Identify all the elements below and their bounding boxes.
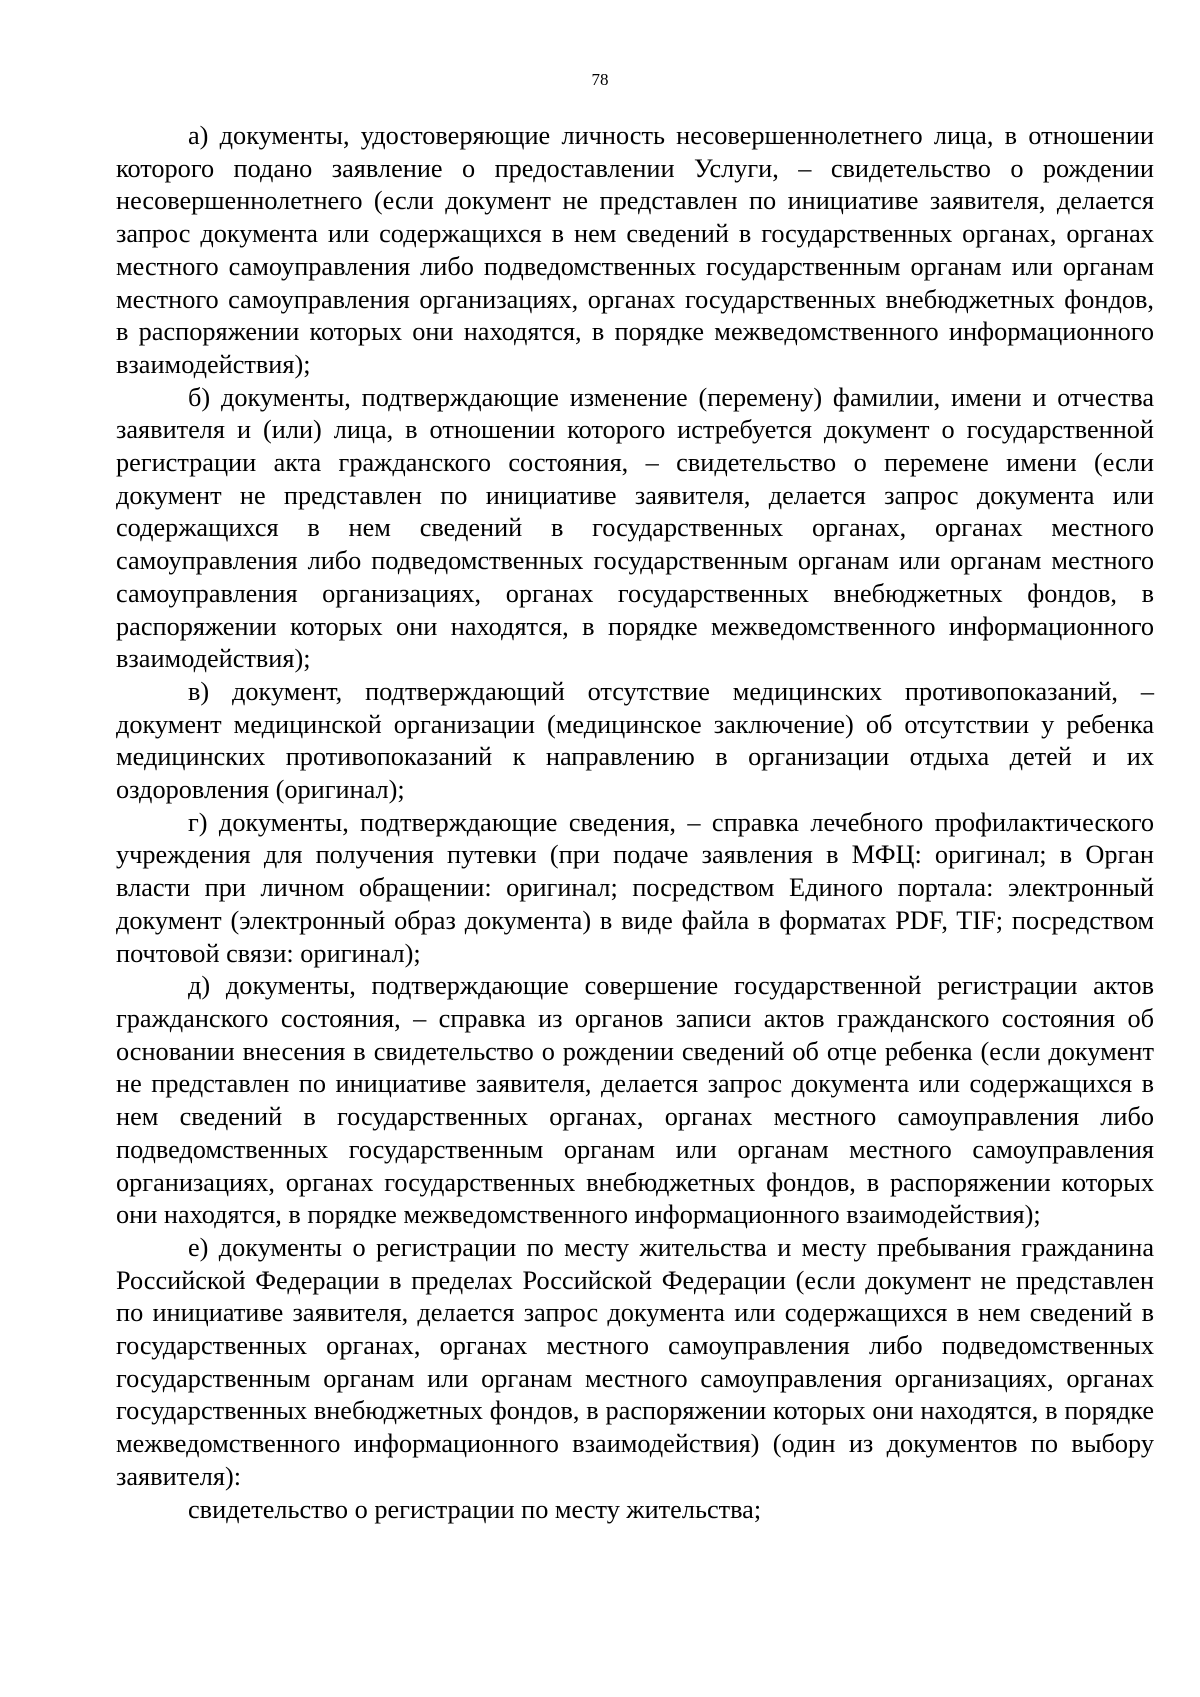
paragraph-item-e: е) документы о регистрации по месту жительства и месту пребывания гражданина Российской Федерации в пределах Российской Федерации (если документ не представлен по инициативе заявителя, делается запрос документа или содержащихся в нем сведений в государственных органах, органах местного самоуправления либо подведомственных государственным органам или органам местного самоуправления организациях, органах государственных внебюджетных фондов, в распоряжении которых они находятся, в порядке межведомственного информационного взаимодействия) (один из документов по выбору заявителя): [116,1232,1154,1491]
paragraph-item-a: а) документы, удостоверяющие личность несовершеннолетнего лица, в отношении которого подано заявление о предоставлении Услуги, – свидетельство о рождении несовершеннолетнего (если документ не представлен по инициативе заявителя, делается запрос документа или содержащихся в нем сведений в государственных органах, органах местного самоуправления либо подведомственных государственным органам или органам местного самоуправления организациях, органах государственных внебюджетных фондов, в распоряжении которых они находятся, в порядке межведомственного информационного взаимодействия); [116,121,1154,379]
page-number: 78 [591,70,609,89]
paragraph-item-v: в) документ, подтверждающий отсутствие медицинских противопоказаний, – документ медицинской организации (медицинское заключение) об отсутствии у ребенка медицинских противопоказаний к направлению в организации отдыха детей и их оздоровления (оригинал); [116,676,1154,805]
document-body [116,120,1154,1526]
paragraph-residence-certificate: свидетельство о регистрации по месту жительства; [188,1494,762,1524]
paragraph-item-b: б) документы, подтверждающие изменение (перемену) фамилии, имени и отчества заявителя и (или) лица, в отношении которого истребуется документ о государственной регистрации акта гражданского состояния, – свидетельство о перемене имени (если документ не представлен по инициативе заявителя, делается запрос документа или содержащихся в нем сведений в государственных органах, органах местного самоуправления либо подведомственных государственным органам или органам местного самоуправления организациях, органах государственных внебюджетных фондов, в распоряжении которых они находятся, в порядке межведомственного информационного взаимодействия); [116,382,1154,674]
paragraph-item-d: д) документы, подтверждающие совершение государственной регистрации актов гражданского состояния, – справка из органов записи актов гражданского состояния об основании внесения в свидетельство о рождении сведений об отце ребенка (если документ не представлен по инициативе заявителя, делается запрос документа или содержащихся в нем сведений в государственных органах, органах местного самоуправления либо подведомственных государственным органам или органам местного самоуправления организациях, органах государственных внебюджетных фондов, в распоряжении которых они находятся, в порядке межведомственного информационного взаимодействия); [116,971,1154,1230]
paragraph-item-g: г) документы, подтверждающие сведения, – справка лечебного профилактического учреждения для получения путевки (при подаче заявления в МФЦ: оригинал; в Орган власти при личном обращении: оригинал; посредством Единого портала: электронный документ (электронный образ документа) в виде файла в форматах PDF, TIF; посредством почтовой связи: оригинал); [116,807,1154,968]
